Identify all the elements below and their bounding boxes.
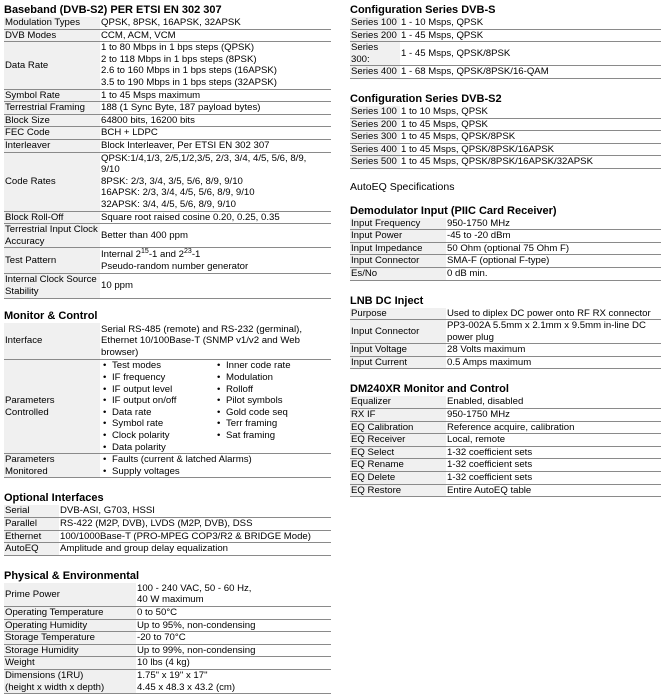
spec-value: Better than 400 ppm (100, 224, 331, 248)
spec-value: Local, remote (446, 434, 661, 447)
optional-heading: Optional Interfaces (4, 492, 104, 505)
spec-value: 10 ppm (100, 274, 331, 298)
spec-value: PP3-002A 5.5mm x 2.1mm x 9.5mm in-line DC power plug (446, 320, 661, 344)
spec-key: Interface (4, 323, 100, 360)
spec-key: Series 400 (350, 143, 400, 156)
dm240-heading: DM240XR Monitor and Control (350, 383, 509, 396)
spec-key: Parallel (4, 517, 59, 530)
baseband-table (4, 17, 331, 299)
dm240-table (350, 396, 661, 497)
spec-key: Input Connector (350, 320, 446, 344)
spec-value: Used to diplex DC power onto RF RX connector (446, 308, 661, 320)
spec-key: EQ Receiver (350, 434, 446, 447)
spec-key: Input Impedance (350, 242, 446, 255)
spec-row (4, 517, 331, 530)
spec-key: Storage Temperature (4, 632, 136, 645)
spec-key: Data Rate (4, 42, 100, 89)
optional-table (4, 505, 331, 555)
spec-key: Parameters Monitored (4, 454, 100, 478)
spec-row (4, 360, 331, 454)
spec-key: Serial (4, 505, 59, 517)
physical-table (4, 583, 331, 694)
spec-key: Series 300 (350, 131, 400, 144)
list-item: • Inner code rate (226, 360, 329, 372)
spec-value: DVB-ASI, G703, HSSI (59, 505, 331, 517)
spec-value: Amplitude and group delay equalization (59, 543, 331, 556)
spec-value: 1 to 10 Msps, QPSK (400, 106, 661, 118)
spec-value: 950-1750 MHz (446, 409, 661, 422)
spec-value: 1 to 45 Msps, QPSK (400, 118, 661, 131)
monitor-table (4, 323, 331, 479)
spec-row (350, 29, 661, 42)
spec-value: 1.75" x 19" x 17" 4.45 x 48.3 x 43.2 (cm) (136, 669, 331, 693)
spec-key: FEC Code (4, 127, 100, 140)
spec-key: Es/No (350, 267, 446, 280)
spec-key: Weight (4, 657, 136, 670)
config-dvbs2-table (350, 106, 661, 169)
spec-value: Up to 99%, non-condensing (136, 644, 331, 657)
spec-value: 50 Ohm (optional 75 Ohm F) (446, 242, 661, 255)
spec-row (4, 530, 331, 543)
spec-value: Serial RS-485 (remote) and RS-232 (germinal), Ethernet 10/100Base-T (SNMP v1/v2 and Web browser) (100, 323, 331, 360)
spec-row (4, 89, 331, 102)
baseband-heading: Baseband (DVB-S2) PER ETSI EN 302 307 (4, 4, 222, 16)
spec-row (4, 42, 331, 89)
spec-key: Modulation Types (4, 17, 100, 29)
spec-row (350, 344, 661, 357)
spec-value: RS-422 (M2P, DVB), LVDS (M2P, DVB), DSS (59, 517, 331, 530)
config-dvbs-table (350, 17, 661, 79)
spec-value: SMA-F (optional F-type) (446, 255, 661, 268)
spec-value: 100/1000Base-T (PRO-MPEG COP3/R2 & BRIDGE Mode) (59, 530, 331, 543)
spec-row (350, 118, 661, 131)
spec-key: Code Rates (4, 152, 100, 211)
spec-key: AutoEQ (4, 543, 59, 556)
spec-key: Terrestrial Input Clock Accuracy (4, 224, 100, 248)
spec-row (350, 66, 661, 79)
spec-value: Block Interleaver, Per ETSI EN 302 307 (100, 139, 331, 152)
spec-value (100, 454, 331, 478)
list-item: • Modulation (226, 372, 329, 384)
spec-row (350, 396, 661, 408)
spec-value: 1-32 coefficient sets (446, 459, 661, 472)
spec-value (100, 360, 331, 454)
spec-value: 1-32 coefficient sets (446, 472, 661, 485)
spec-key: Terrestrial Framing (4, 102, 100, 115)
spec-key: Series 100 (350, 106, 400, 118)
physical-heading: Physical & Environmental (4, 569, 140, 582)
monitor-heading: Monitor & Control (4, 309, 98, 322)
spec-row (350, 218, 661, 230)
spec-key: Dimensions (1RU) (height x width x depth) (4, 669, 136, 693)
spec-key: Series 300: (350, 42, 400, 66)
spec-key: Interleaver (4, 139, 100, 152)
spec-row (4, 248, 331, 274)
autoeq-specs-text: AutoEQ Specifications (350, 180, 455, 193)
spec-value: 1 - 45 Msps, QPSK/8PSK (400, 42, 661, 66)
spec-key: Operating Humidity (4, 619, 136, 632)
spec-value: 0.5 Amps maximum (446, 356, 661, 369)
spec-row (350, 472, 661, 485)
spec-value: 100 - 240 VAC, 50 - 60 Hz, 40 W maximum (136, 583, 331, 607)
list-item: • Clock polarity (112, 430, 215, 442)
spec-value: 1 - 10 Msps, QPSK (400, 17, 661, 29)
spec-value: 0 dB min. (446, 267, 661, 280)
spec-row (350, 308, 661, 320)
list-item: • Pilot symbols (226, 395, 329, 407)
spec-row (350, 421, 661, 434)
config-dvbs-heading: Configuration Series DVB-S (350, 4, 496, 16)
spec-row (4, 454, 331, 478)
spec-row (350, 106, 661, 118)
spec-key: Series 500 (350, 156, 400, 169)
spec-key: Input Power (350, 230, 446, 243)
spec-row (350, 255, 661, 268)
spec-value: 1 - 68 Msps, QPSK/8PSK/16-QAM (400, 66, 661, 79)
spec-row (350, 320, 661, 344)
spec-value: 1 to 45 Msps, QPSK/8PSK/16APSK (400, 143, 661, 156)
spec-value: Entire AutoEQ table (446, 484, 661, 497)
spec-value: CCM, ACM, VCM (100, 29, 331, 42)
spec-key: Input Current (350, 356, 446, 369)
demod-heading: Demodulator Input (PIIC Card Receiver) (350, 204, 557, 217)
list-item: • IF output level (112, 384, 215, 396)
spec-value: 188 (1 Sync Byte, 187 payload bytes) (100, 102, 331, 115)
list-item: • Supply voltages (112, 466, 329, 478)
spec-row (4, 619, 331, 632)
spec-value: 950-1750 MHz (446, 218, 661, 230)
spec-row (350, 409, 661, 422)
left-column (4, 4, 331, 694)
spec-row (350, 267, 661, 280)
spec-row (4, 543, 331, 556)
spec-value: 0 to 50°C (136, 606, 331, 619)
spec-row (350, 131, 661, 144)
spec-key: Series 200 (350, 29, 400, 42)
spec-row (4, 323, 331, 360)
spec-row (4, 29, 331, 42)
spec-key: DVB Modes (4, 29, 100, 42)
spec-value: 28 Volts maximum (446, 344, 661, 357)
spec-value: 64800 bits, 16200 bits (100, 114, 331, 127)
lnb-table (350, 308, 661, 370)
spec-key: Symbol Rate (4, 89, 100, 102)
spec-key: EQ Calibration (350, 421, 446, 434)
spec-row (4, 114, 331, 127)
config-dvbs2-heading: Configuration Series DVB-S2 (350, 92, 502, 105)
spec-key: Operating Temperature (4, 606, 136, 619)
spec-value: BCH + LDPC (100, 127, 331, 140)
spec-row (4, 152, 331, 211)
spec-row (350, 17, 661, 29)
spec-key: Block Size (4, 114, 100, 127)
spec-row (4, 632, 331, 645)
list-item: • Symbol rate (112, 418, 215, 430)
spec-value: 1 - 45 Msps, QPSK (400, 29, 661, 42)
spec-key: Block Roll-Off (4, 211, 100, 224)
spec-row (350, 459, 661, 472)
spec-value: Up to 95%, non-condensing (136, 619, 331, 632)
params-list-1 (101, 360, 215, 453)
spec-row (4, 606, 331, 619)
spec-key: Series 200 (350, 118, 400, 131)
spec-value: 10 lbs (4 kg) (136, 657, 331, 670)
list-item: • Gold code seq (226, 407, 329, 419)
spec-row (4, 505, 331, 517)
demod-table (350, 218, 661, 281)
spec-key: RX IF (350, 409, 446, 422)
monitored-list (101, 454, 329, 477)
spec-value: 1 to 80 Mbps in 1 bps steps (QPSK) 2 to 118 Mbps in 1 bps steps (8PSK) 2.6 to 160 Mbps in 1 bps steps (16APSK) 3.5 to 190 Mbps in 1 bps steps (32APSK) (100, 42, 331, 89)
spec-row (4, 669, 331, 693)
spec-key: Ethernet (4, 530, 59, 543)
spec-row (350, 446, 661, 459)
spec-row (4, 102, 331, 115)
spec-row (350, 242, 661, 255)
spec-value: Square root raised cosine 0.20, 0.25, 0.35 (100, 211, 331, 224)
spec-key: Prime Power (4, 583, 136, 607)
right-column (350, 4, 661, 497)
spec-key: EQ Rename (350, 459, 446, 472)
spec-key: EQ Delete (350, 472, 446, 485)
spec-value: QPSK:1/4,1/3, 2/5,1/2,3/5, 2/3, 3/4, 4/5, 5/6, 8/9, 9/10 8PSK: 2/3, 3/4, 3/5, 5/6, 8/9, 9/10 16APSK: 2/3, 3/4, 4/5, 5/6, 8/9, 9/10 32APSK: 3/4, 4/5, 5/6, 8/9, 9/10 (100, 152, 331, 211)
spec-row (4, 127, 331, 140)
params-list-2 (215, 360, 329, 453)
spec-row (350, 230, 661, 243)
spec-key: EQ Select (350, 446, 446, 459)
spec-key: EQ Restore (350, 484, 446, 497)
spec-key: Parameters Controlled (4, 360, 100, 454)
spec-key: Input Voltage (350, 344, 446, 357)
spec-key: Purpose (350, 308, 446, 320)
spec-value: Internal $2^{15}-1$ and $2^{23}-1$ Pseudo-random number generator (100, 248, 331, 274)
spec-key: Test Pattern (4, 248, 100, 274)
list-item: • Terr framing (226, 418, 329, 430)
spec-row (350, 356, 661, 369)
spec-value: -20 to 70°C (136, 632, 331, 645)
list-item: • Test modes (112, 360, 215, 372)
spec-row (350, 484, 661, 497)
spec-row (4, 139, 331, 152)
spec-row (4, 583, 331, 607)
spec-key: Storage Humidity (4, 644, 136, 657)
list-item: • Data rate (112, 407, 215, 419)
list-item: • Rolloff (226, 384, 329, 396)
spec-value: 1-32 coefficient sets (446, 446, 661, 459)
list-item: • Faults (current & latched Alarms) (112, 454, 329, 466)
spec-row (4, 211, 331, 224)
spec-key: Input Connector (350, 255, 446, 268)
spec-value: 1 to 45 Msps, QPSK/8PSK (400, 131, 661, 144)
spec-row (4, 17, 331, 29)
lnb-heading: LNB DC Inject (350, 294, 424, 307)
list-item: • IF frequency (112, 372, 215, 384)
spec-key: Internal Clock Source Stability (4, 274, 100, 298)
spec-value: 1 to 45 Msps, QPSK/8PSK/16APSK/32APSK (400, 156, 661, 169)
spec-value: -45 to -20 dBm (446, 230, 661, 243)
spec-value: QPSK, 8PSK, 16APSK, 32APSK (100, 17, 331, 29)
spec-key: Series 100 (350, 17, 400, 29)
spec-row (350, 434, 661, 447)
spec-row (350, 42, 661, 66)
spec-row (4, 657, 331, 670)
list-item: • Sat framing (226, 430, 329, 442)
spec-value: 1 to 45 Msps maximum (100, 89, 331, 102)
spec-key: Series 400 (350, 66, 400, 79)
spec-value: Reference acquire, calibration (446, 421, 661, 434)
spec-row (4, 644, 331, 657)
spec-row (4, 274, 331, 298)
spec-key: Input Frequency (350, 218, 446, 230)
list-item: • Data polarity (112, 442, 215, 454)
spec-value: Enabled, disabled (446, 396, 661, 408)
spec-row (4, 224, 331, 248)
list-item: • IF output on/off (112, 395, 215, 407)
spec-row (350, 156, 661, 169)
spec-key: Equalizer (350, 396, 446, 408)
spec-row (350, 143, 661, 156)
